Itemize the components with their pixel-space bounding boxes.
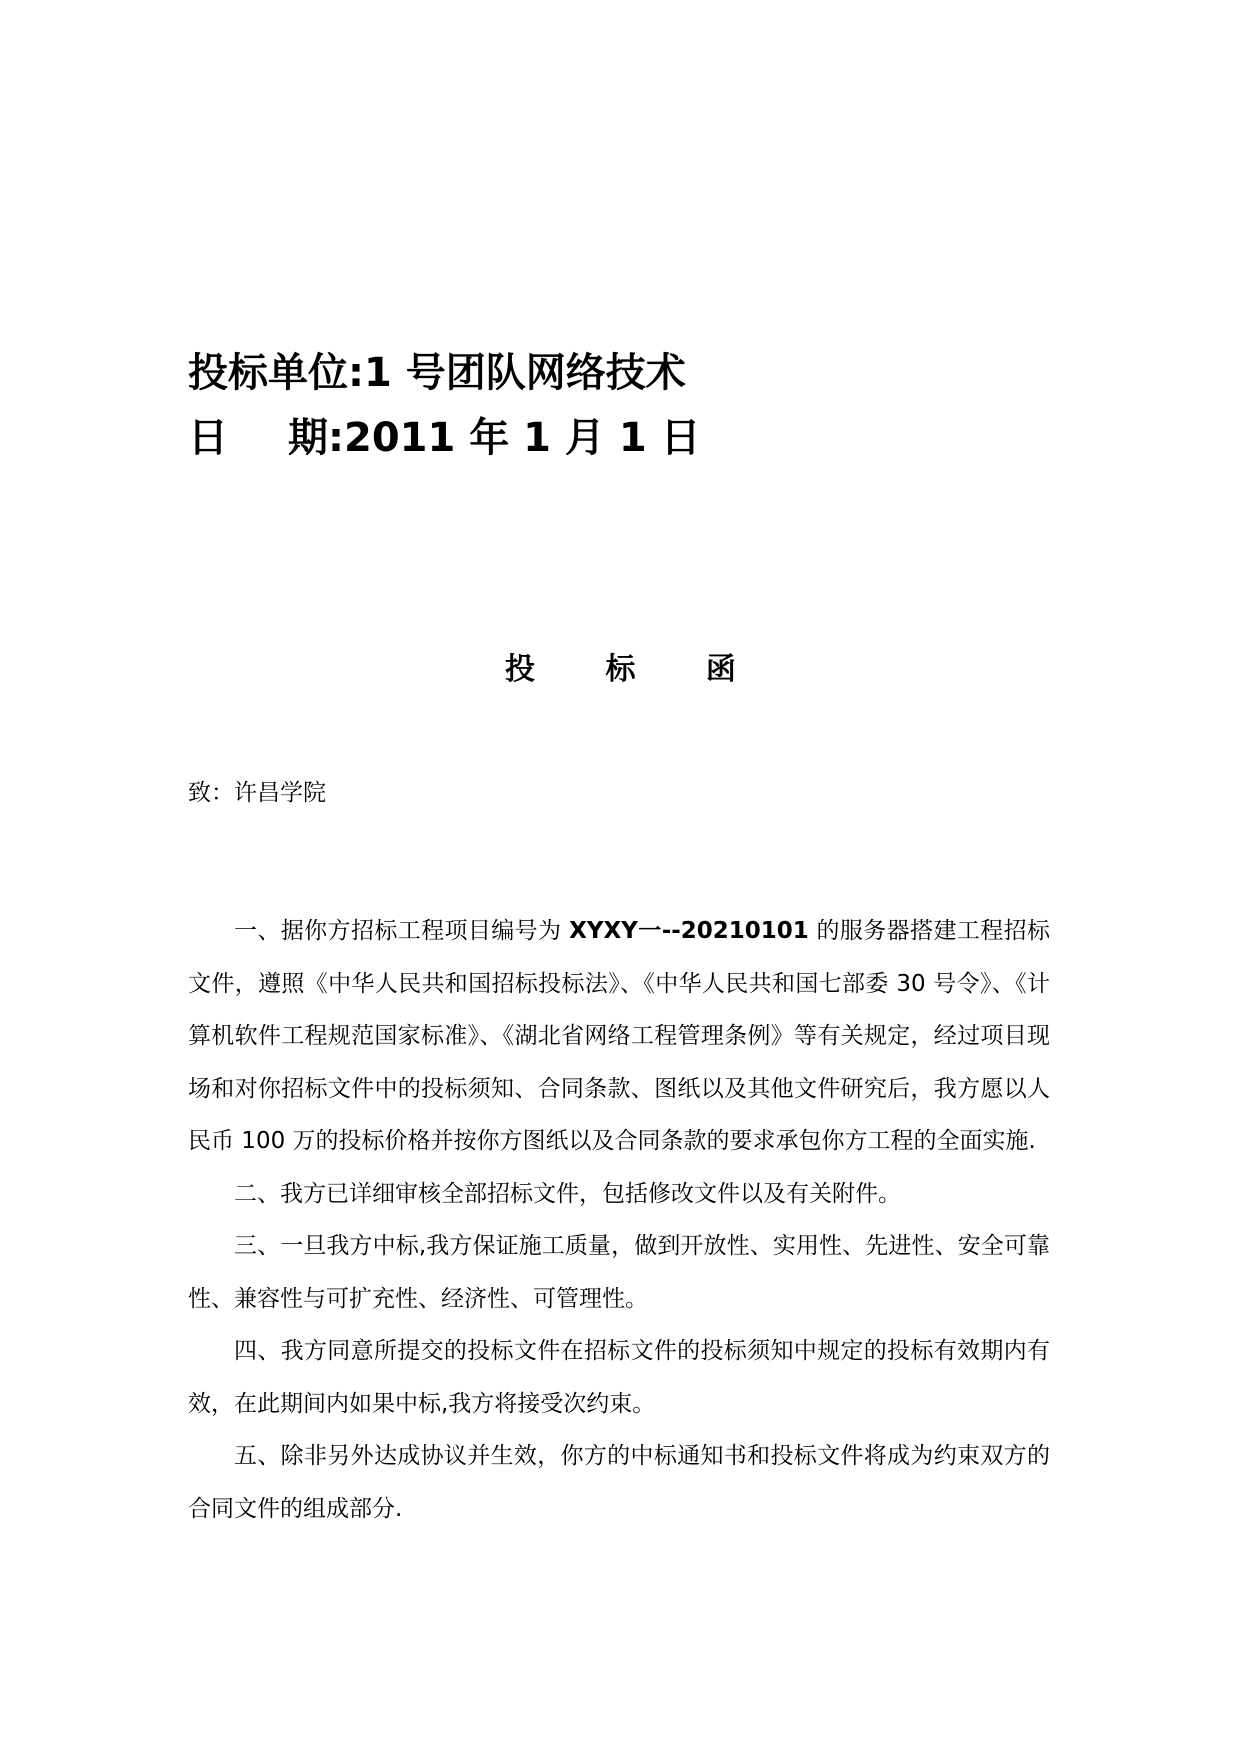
bid-date-line bbox=[188, 410, 701, 466]
project-code: XYXY一--20210101 bbox=[569, 918, 809, 944]
paragraph-5: 五、除非另外达成协议并生效，你方的中标通知书和投标文件将成为约束双方的合同文件的组成部分. bbox=[188, 1443, 1050, 1522]
paragraph-4: 四、我方同意所提交的投标文件在招标文件的投标须知中规定的投标有效期内有效，在此期间内如果中标,我方将接受次约束。 bbox=[188, 1338, 1050, 1417]
paragraph-2: 二、我方已详细审核全部招标文件，包括修改文件以及有关附件。 bbox=[234, 1180, 901, 1207]
bid-date-value: 2011 年 1 月 1 日 bbox=[344, 415, 701, 461]
paragraph-1-rest: 的服务器搭建工程招标文件，遵照《中华人民共和国招标投标法》、《中华人民共和国七部委 30 号令》、《计算机软件工程规范国家标准》、《湖北省网络工程管理条例》等有关规定，经过项目现场和对你招标文件中的投标须知、合同条款、图纸以及其他文件研究后，我方愿以人民币 100 万的投标价格并按你方图纸以及合同条款的要求承包你方工程的全面实施. bbox=[188, 918, 1051, 1154]
paragraph-1-lead: 一、据你方招标工程项目编号为 bbox=[234, 918, 570, 944]
bid-date-label-second: 期: bbox=[288, 415, 344, 461]
bid-date-label-first: 日 bbox=[188, 415, 228, 461]
letter-title: 投 标 函 bbox=[505, 652, 766, 687]
bidder-unit-line bbox=[188, 345, 686, 401]
paragraph-3: 三、一旦我方中标,我方保证施工质量，做到开放性、实用性、先进性、安全可靠性、兼容性与可扩充性、经济性、可管理性。 bbox=[188, 1233, 1050, 1312]
bidder-unit-label: 投标单位: bbox=[188, 350, 364, 396]
paragraph-1 bbox=[188, 905, 1050, 1168]
letter-recipient: 致：许昌学院 bbox=[188, 780, 326, 806]
bidder-unit-value: 1 号团队网络技术 bbox=[364, 350, 686, 396]
letter-body bbox=[188, 905, 1050, 1535]
